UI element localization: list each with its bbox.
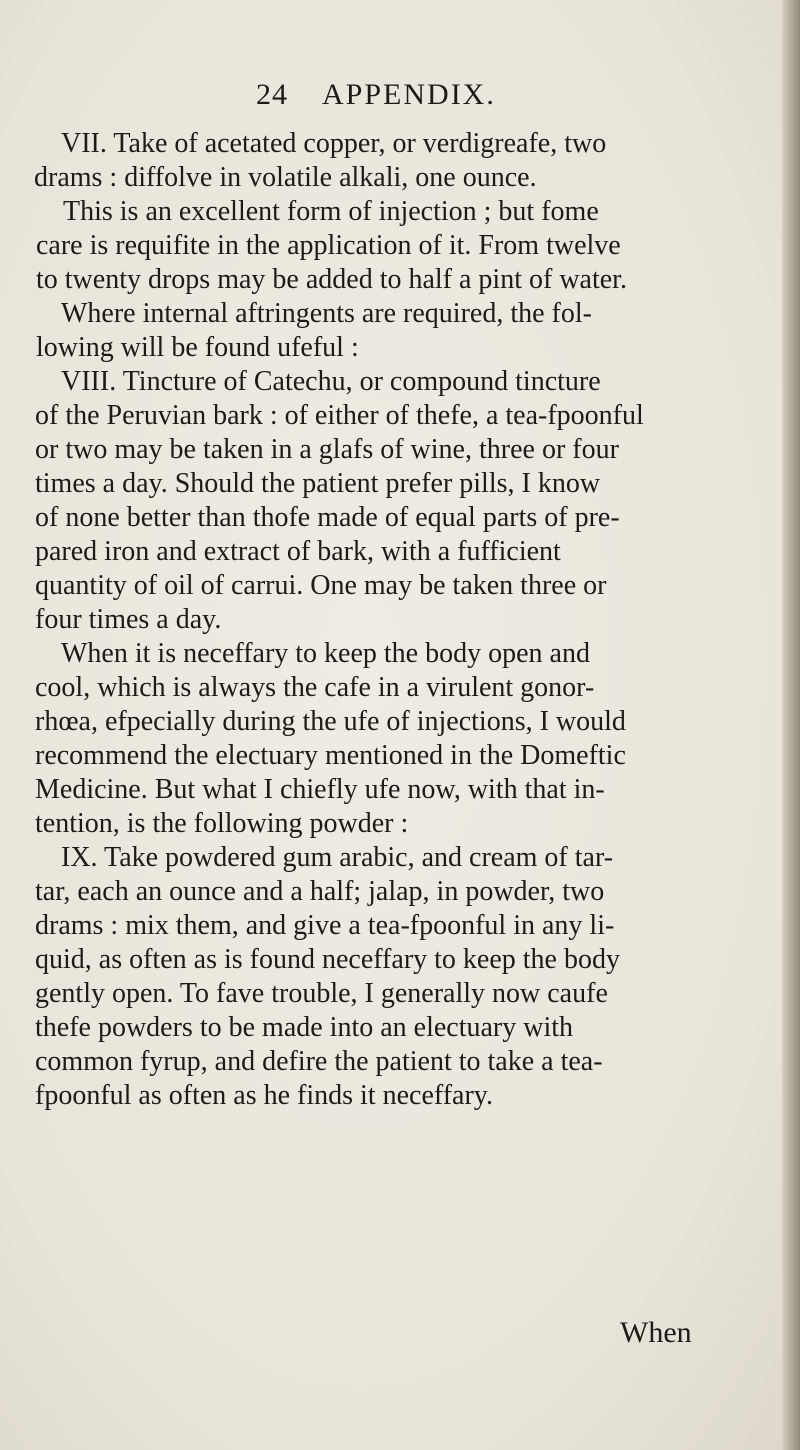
text-line: fpoonful as often as he finds it neceffary. [35,1080,493,1111]
text-line: quid, as often as is found neceffary to keep the body [35,944,620,975]
text-line: thefe powders to be made into an electuary with [35,1012,574,1043]
text-line: VIII. Tincture of Catechu, or compound tincture [61,366,601,397]
text-line: drams : mix them, and give a tea-fpoonful in any li- [35,910,615,941]
text-line: cool, which is always the cafe in a virulent gonor- [35,672,595,703]
text-line: When it is neceffary to keep the body open and [61,638,590,669]
text-line: rhœa, efpecially during the ufe of injections, I would [35,706,626,737]
page-edge [782,0,800,1450]
text-line: times a day. Should the patient prefer pills, I know [35,468,601,499]
text-line: recommend the electuary mentioned in the Domeftic [35,740,626,771]
text-line: to twenty drops may be added to half a pint of water. [36,264,627,295]
text-line: drams : diffolve in volatile alkali, one ounce. [34,162,537,193]
text-line: Medicine. But what I chiefly ufe now, with that in- [35,774,605,805]
text-line: VII. Take of acetated copper, or verdigreafe, two [61,128,607,159]
text-line: IX. Take powdered gum arabic, and cream of tar- [61,842,614,873]
text-line: quantity of oil of carrui. One may be taken three or [35,570,607,601]
page-number: 24 [256,78,288,111]
catchword: When [620,1316,692,1349]
text-line: tention, is the following powder : [35,808,409,839]
text-line: of none better than thofe made of equal parts of pre- [35,502,620,533]
text-line: four times a day. [35,604,222,635]
text-line: Where internal aftringents are required, the fol- [61,298,592,329]
text-line: common fyrup, and defire the patient to take a tea- [35,1046,603,1077]
text-line: gently open. To fave trouble, I generally now caufe [35,978,608,1009]
text-line: This is an excellent form of injection ; but fome [63,196,599,227]
text-line: or two may be taken in a glafs of wine, three or four [35,434,619,465]
page-header [0,78,800,118]
text-line: of the Peruvian bark : of either of thefe, a tea-fpoonful [35,400,644,431]
running-head: APPENDIX. [322,78,496,111]
text-line: care is requifite in the application of it. From twelve [36,230,621,261]
text-line: pared iron and extract of bark, with a fufficient [35,536,561,567]
text-line: lowing will be found ufeful : [36,332,359,363]
text-line: tar, each an ounce and a half; jalap, in powder, two [35,876,605,907]
